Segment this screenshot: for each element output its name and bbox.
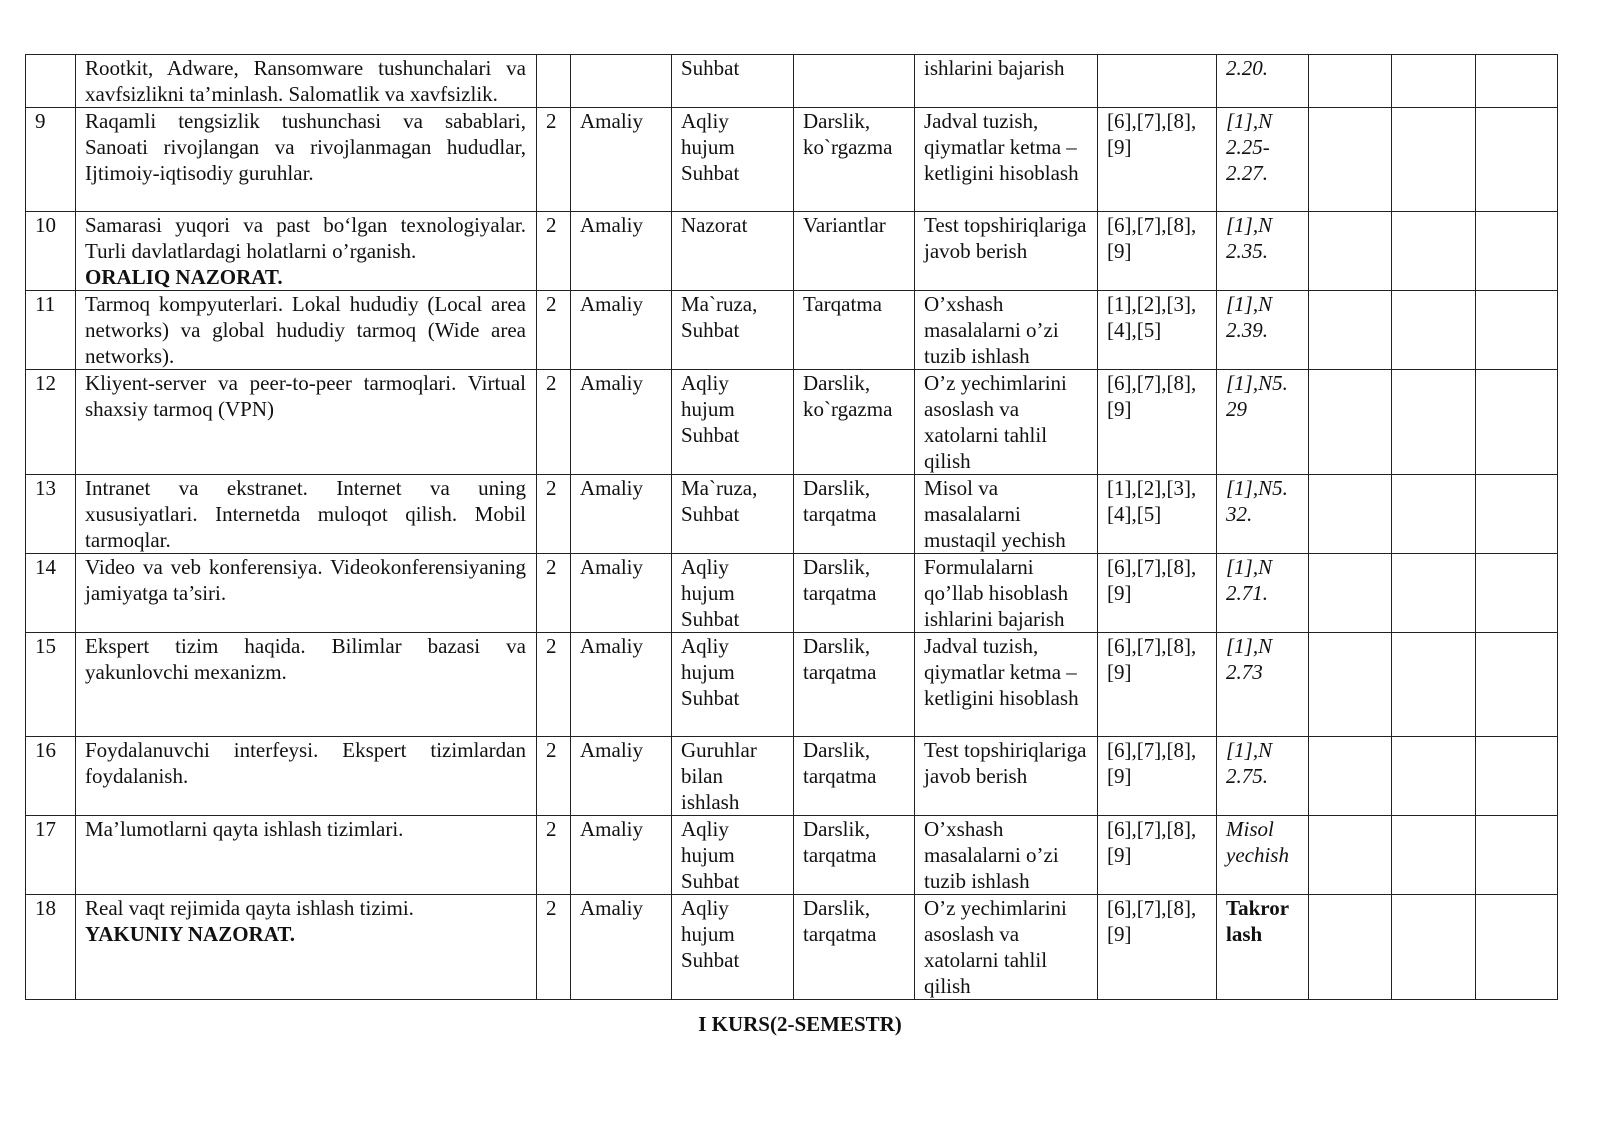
means-cell-text: Darslik, tarqatma [803,476,877,526]
empty-cell [1309,108,1392,212]
topic-cell-text: Video va veb konferensiya. Videokonferensiyaning jamiyatga ta’siri. [85,555,526,605]
row-number [26,633,76,737]
task-cell-text: O’xshash masalalarni o’zi tuzib ishlash [924,817,1059,893]
lesson-type-cell [571,895,672,1000]
method-cell [672,475,794,554]
topic-cell-text: Kliyent-server va peer-to-peer tarmoqlari. Virtual shaxsiy tarmoq (VPN) [85,371,526,421]
empty-cell [1476,370,1558,475]
task-cell-text: ishlarini bajarish [924,56,1065,80]
literature-cell-text: [6],[7],[8],[9] [1107,817,1197,867]
table-row [26,816,1558,895]
literature-cell [1098,108,1217,212]
method-cell [672,370,794,475]
means-cell-text: Darslik, tarqatma [803,896,877,946]
reference-cell-text: [1],N 2.73 [1226,634,1273,684]
row-number-text: 14 [35,555,56,579]
literature-cell [1098,554,1217,633]
reference-cell-text: [1],N5. 32. [1226,476,1288,526]
method-cell [672,212,794,291]
empty-cell [1392,370,1476,475]
control-label: ORALIQ NAZORAT. [85,265,283,289]
topic-cell [76,291,537,370]
hours-cell [537,370,571,475]
literature-cell-text: [6],[7],[8],[9] [1107,738,1197,788]
task-cell [915,475,1098,554]
lesson-type-cell-text: Amaliy [580,896,643,920]
literature-cell-text: [6],[7],[8],[9] [1107,555,1197,605]
lesson-type-cell-text: Amaliy [580,476,643,500]
empty-cell [1392,737,1476,816]
lesson-type-cell [571,816,672,895]
empty-cell [1392,816,1476,895]
table-row [26,108,1558,212]
empty-cell [1392,212,1476,291]
reference-cell-text: 2.20. [1226,56,1268,80]
hours-cell-text: 2 [546,555,557,579]
row-number [26,370,76,475]
topic-cell [76,554,537,633]
empty-cell [1309,633,1392,737]
task-cell [915,108,1098,212]
means-cell [794,737,915,816]
method-cell-text: Ma`ruza, Suhbat [681,292,758,342]
empty-cell [1309,55,1392,108]
reference-cell [1217,370,1309,475]
hours-cell-text: 2 [546,476,557,500]
table-row [26,895,1558,1000]
task-cell-text: Jadval tuzish, qiymatlar ketma – ketligini hisoblash [924,109,1079,185]
hours-cell-text: 2 [546,371,557,395]
row-number-text: 9 [35,109,46,133]
empty-cell [1392,554,1476,633]
means-cell-text: Darslik, tarqatma [803,738,877,788]
row-number [26,291,76,370]
task-cell-text: O’z yechimlarini asoslash va xatolarni tahlil qilish [924,896,1067,998]
empty-cell [1392,291,1476,370]
literature-cell [1098,816,1217,895]
reference-cell [1217,55,1309,108]
topic-cell [76,816,537,895]
literature-cell-text: [6],[7],[8],[9] [1107,634,1197,684]
literature-cell [1098,895,1217,1000]
table-row [26,475,1558,554]
literature-cell-text: [6],[7],[8],[9] [1107,896,1197,946]
lesson-type-cell [571,475,672,554]
reference-cell [1217,737,1309,816]
method-cell [672,291,794,370]
means-cell [794,816,915,895]
table-row [26,212,1558,291]
lesson-type-cell-text: Amaliy [580,213,643,237]
task-cell [915,212,1098,291]
lesson-type-cell-text: Amaliy [580,371,643,395]
means-cell [794,895,915,1000]
empty-cell [1476,55,1558,108]
lesson-type-cell-text: Amaliy [580,555,643,579]
method-cell [672,108,794,212]
lesson-type-cell [571,370,672,475]
task-cell-text: Misol va masalalarni mustaqil yechish [924,476,1066,552]
task-cell-text: Test topshiriqlariga javob berish [924,738,1087,788]
means-cell-text: Darslik, tarqatma [803,555,877,605]
empty-cell [1476,895,1558,1000]
table-row [26,370,1558,475]
row-number [26,737,76,816]
hours-cell-text: 2 [546,292,557,316]
reference-cell [1217,291,1309,370]
topic-cell-text: Intranet va ekstranet. Internet va uning xususiyatlari. Internetda muloqot qilish. Mobil tarmoqlar. [85,476,526,552]
literature-cell-text: [1],[2],[3],[4],[5] [1107,292,1197,342]
method-cell-text: Aqliy hujum Suhbat [681,371,740,447]
literature-cell [1098,370,1217,475]
empty-cell [1476,475,1558,554]
topic-cell-text: Ekspert tizim haqida. Bilimlar bazasi va yakunlovchi mexanizm. [85,634,526,684]
lesson-type-cell-text: Amaliy [580,634,643,658]
method-cell-text: Aqliy hujum Suhbat [681,109,740,185]
reference-cell-text: [1],N 2.75. [1226,738,1273,788]
reference-cell-text: Takror lash [1226,896,1289,946]
empty-cell [1476,633,1558,737]
means-cell [794,370,915,475]
empty-cell [1309,816,1392,895]
reference-cell [1217,554,1309,633]
hours-cell-text: 2 [546,817,557,841]
row-number-text: 11 [35,292,56,316]
lesson-type-cell-text: Amaliy [580,817,643,841]
hours-cell [537,737,571,816]
method-cell [672,816,794,895]
literature-cell-text: [1],[2],[3],[4],[5] [1107,476,1197,526]
task-cell-text: Jadval tuzish, qiymatlar ketma – ketligini hisoblash [924,634,1079,710]
literature-cell [1098,291,1217,370]
hours-cell [537,816,571,895]
task-cell [915,554,1098,633]
task-cell-text: Test topshiriqlariga javob berish [924,213,1087,263]
literature-cell-text: [6],[7],[8],[9] [1107,371,1197,421]
table-body [26,55,1558,1000]
reference-cell [1217,212,1309,291]
task-cell [915,291,1098,370]
topic-cell [76,212,537,291]
row-number-text: 17 [35,817,56,841]
task-cell [915,370,1098,475]
means-cell [794,475,915,554]
lesson-type-cell [571,737,672,816]
means-cell [794,212,915,291]
topic-cell-text: Rootkit, Adware, Ransomware tushunchalari va xavfsizlikni ta’minlash. Salomatlik va xavfsizlik. [85,56,526,106]
empty-cell [1309,895,1392,1000]
row-number [26,55,76,108]
empty-cell [1392,55,1476,108]
topic-cell [76,55,537,108]
lesson-type-cell-text: Amaliy [580,109,643,133]
lesson-type-cell [571,55,672,108]
topic-cell [76,895,537,1000]
lesson-type-cell [571,291,672,370]
empty-cell [1309,737,1392,816]
method-cell-text: Aqliy hujum Suhbat [681,817,740,893]
lesson-type-cell [571,108,672,212]
task-cell [915,737,1098,816]
row-number-text: 16 [35,738,56,762]
reference-cell-text: [1],N 2.35. [1226,213,1273,263]
row-number [26,895,76,1000]
reference-cell [1217,475,1309,554]
topic-cell-text: Tarmoq kompyuterlari. Lokal hududiy (Local area networks) va global hududiy tarmoq (Wide area networks). [85,292,526,368]
empty-cell [1309,370,1392,475]
task-cell-text: O’z yechimlarini asoslash va xatolarni tahlil qilish [924,371,1067,473]
table-row [26,55,1558,108]
task-cell [915,816,1098,895]
method-cell-text: Nazorat [681,213,748,237]
task-cell-text: O’xshash masalalarni o’zi tuzib ishlash [924,292,1059,368]
hours-cell [537,895,571,1000]
empty-cell [1476,212,1558,291]
means-cell-text: Variantlar [803,213,886,237]
empty-cell [1392,633,1476,737]
means-cell-text: Tarqatma [803,292,882,316]
reference-cell-text: [1],N5. 29 [1226,371,1288,421]
hours-cell [537,108,571,212]
topic-cell [76,633,537,737]
topic-cell-text: Samarasi yuqori va past bo‘lgan texnologiyalar. Turli davlatlardagi holatlarni o’rganish. [85,213,526,263]
means-cell [794,108,915,212]
reference-cell-text: [1],N 2.71. [1226,555,1273,605]
hours-cell-text: 2 [546,634,557,658]
table-row [26,633,1558,737]
row-number [26,554,76,633]
reference-cell-text: [1],N 2.39. [1226,292,1273,342]
row-number-text: 10 [35,213,56,237]
hours-cell-text: 2 [546,213,557,237]
topic-cell [76,370,537,475]
task-cell [915,55,1098,108]
hours-cell [537,475,571,554]
row-number [26,108,76,212]
literature-cell [1098,212,1217,291]
control-label: YAKUNIY NAZORAT. [85,922,296,946]
method-cell-text: Aqliy hujum Suhbat [681,634,740,710]
table-row [26,291,1558,370]
reference-cell [1217,108,1309,212]
literature-cell [1098,737,1217,816]
topic-cell [76,475,537,554]
topic-cell-text: Real vaqt rejimida qayta ishlash tizimi. [85,896,414,920]
means-cell-text: Darslik, tarqatma [803,634,877,684]
row-number-text: 18 [35,896,56,920]
empty-cell [1476,291,1558,370]
means-cell [794,554,915,633]
row-number-text: 15 [35,634,56,658]
hours-cell-text: 2 [546,738,557,762]
method-cell-text: Ma`ruza, Suhbat [681,476,758,526]
section-heading: I KURS(2-SEMESTR) [698,1012,902,1036]
method-cell-text: Guruhlar bilan ishlash [681,738,757,814]
task-cell [915,633,1098,737]
reference-cell [1217,633,1309,737]
empty-cell [1309,475,1392,554]
empty-cell [1476,737,1558,816]
literature-cell [1098,633,1217,737]
method-cell [672,554,794,633]
topic-cell-text: Foydalanuvchi interfeysi. Ekspert tizimlardan foydalanish. [85,738,526,788]
method-cell [672,737,794,816]
method-cell [672,895,794,1000]
method-cell [672,633,794,737]
hours-cell [537,291,571,370]
table-row [26,554,1558,633]
empty-cell [1392,108,1476,212]
means-cell-text: Darslik, ko`rgazma [803,371,893,421]
task-cell-text: Formulalarni qo’llab hisoblash ishlarini bajarish [924,555,1069,631]
means-cell [794,55,915,108]
method-cell-text: Aqliy hujum Suhbat [681,896,740,972]
reference-cell-text: [1],N 2.25-2.27. [1226,109,1273,185]
empty-cell [1476,816,1558,895]
hours-cell-text: 2 [546,109,557,133]
lesson-type-cell-text: Amaliy [580,738,643,762]
topic-cell [76,737,537,816]
hours-cell [537,212,571,291]
topic-cell-text: Ma’lumotlarni qayta ishlash tizimlari. [85,817,404,841]
empty-cell [1392,895,1476,1000]
row-number [26,212,76,291]
method-cell-text: Aqliy hujum Suhbat [681,555,740,631]
method-cell-text: Suhbat [681,56,740,80]
row-number-text: 13 [35,476,56,500]
empty-cell [1309,291,1392,370]
hours-cell [537,633,571,737]
lesson-type-cell [571,212,672,291]
means-cell-text: Darslik, tarqatma [803,817,877,867]
empty-cell [1392,475,1476,554]
reference-cell [1217,895,1309,1000]
literature-cell-text: [6],[7],[8],[9] [1107,109,1197,159]
hours-cell [537,554,571,633]
table-row [26,737,1558,816]
schedule-table [25,54,1558,1000]
literature-cell [1098,475,1217,554]
lesson-type-cell-text: Amaliy [580,292,643,316]
literature-cell-text: [6],[7],[8],[9] [1107,213,1197,263]
means-cell-text: Darslik, ko`rgazma [803,109,893,159]
empty-cell [1476,554,1558,633]
empty-cell [1476,108,1558,212]
literature-cell [1098,55,1217,108]
reference-cell-text: Misol yechish [1226,817,1289,867]
row-number-text: 12 [35,371,56,395]
empty-cell [1309,212,1392,291]
hours-cell-text: 2 [546,896,557,920]
reference-cell [1217,816,1309,895]
empty-cell [1309,554,1392,633]
row-number [26,475,76,554]
means-cell [794,291,915,370]
row-number [26,816,76,895]
lesson-type-cell [571,633,672,737]
task-cell [915,895,1098,1000]
means-cell [794,633,915,737]
topic-cell-text: Raqamli tengsizlik tushunchasi va sabablari, Sanoati rivojlangan va rivojlanmagan hududlar, Ijtimoiy-iqtisodiy guruhlar. [85,109,526,185]
topic-cell [76,108,537,212]
hours-cell [537,55,571,108]
method-cell [672,55,794,108]
lesson-type-cell [571,554,672,633]
